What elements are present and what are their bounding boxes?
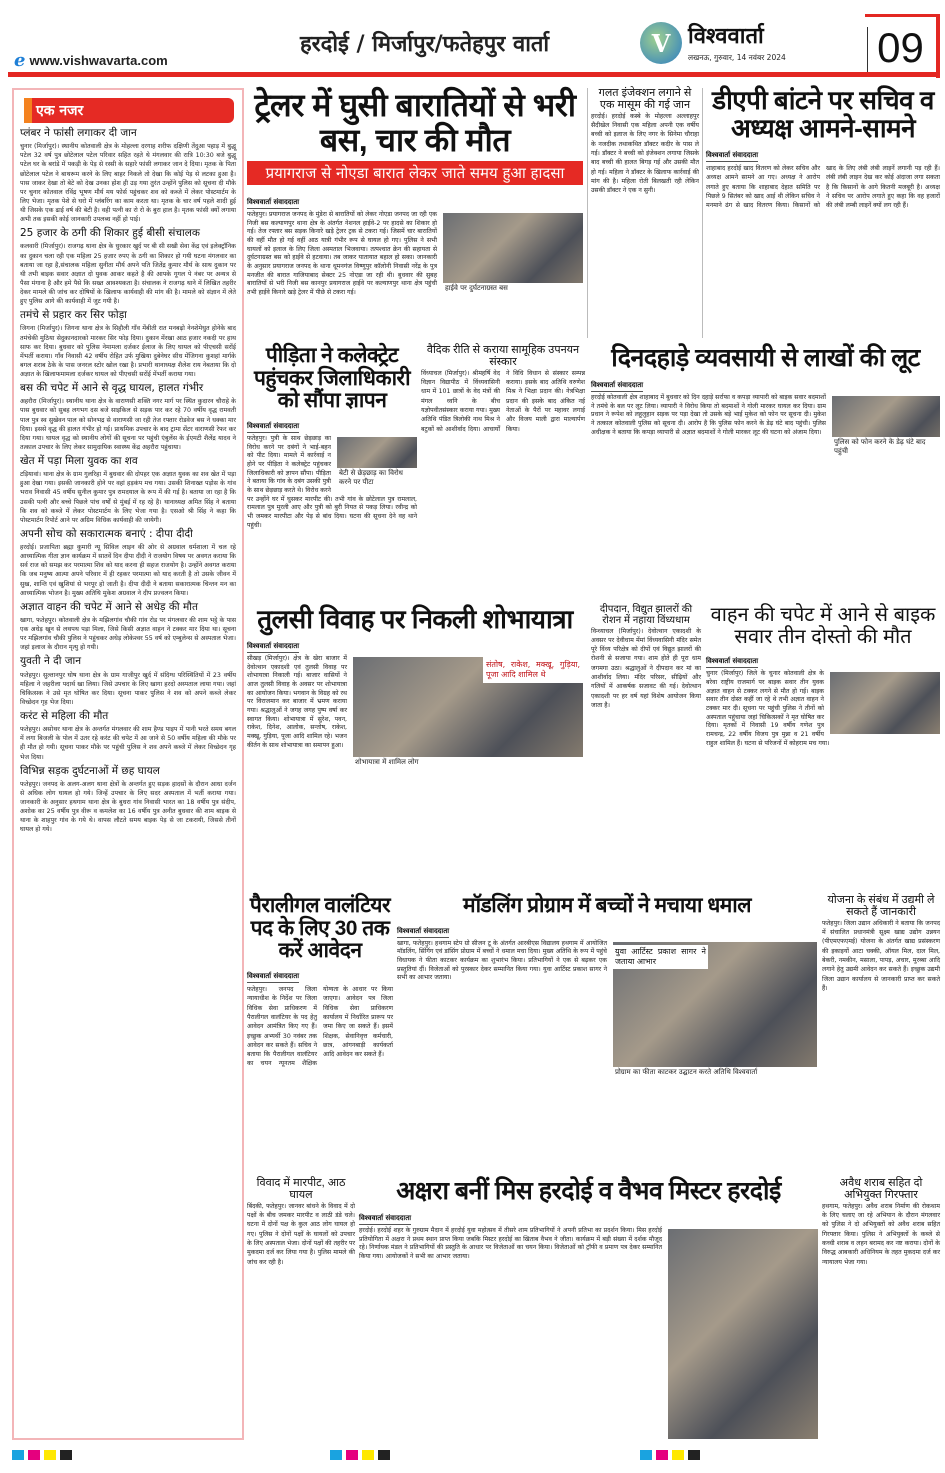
brief-headline: खेत में पड़ा मिला युवक का शव xyxy=(20,455,138,467)
byline: विश्ववार्ता संवाददाता xyxy=(247,198,299,209)
brief-body: जिगना (मिर्जापुर)। जिगना थाना क्षेत्र के सिहौली गाँव मेंबीती रात मनबढ़ो नेनशेमेधुत होनेके बाद तमंचेकी मुठिया सेदुकानदारको मारकर सिर फोड़ दिया। दुकान मेंरखा आठ हजार नकदी पर हाथ साफ कर दिया। बुधवार को पुलिस नेमामला दर्जकर ईलाज के लिए घायल को पीएचसी सरोंई मेंभर्ती कराया। गाँव निवासी 42 वर्षीय रोहित उर्फ मुखिया दुबेनेघर सीध मेंजिगना कुशहां मार्गके बगल शराब ठेके के पास जनरल स्टोर खोल रखा है। प्रभारी थानाध्यक्ष शैलेश राय नेबताया कि दो अज्ञात के खिलाफमामला दर्जकर घायल को पीएचसी सरोंई मेंभर्ती कराया गया। xyxy=(20,325,236,378)
byline: विश्ववार्ता संवाददाता xyxy=(706,151,758,162)
headline: वैदिक रीति से कराया सामूहिक उपनयन संस्कार xyxy=(426,344,580,368)
article-body: हरदोई कोतवाली क्षेत्र शाहाबाद में बुधवार को दिन दहाड़े सर्राफा व कपड़ा व्यापारी को बाइक सवार बदमाशों ने तमंचे के बल पर लूट लिया। व्यापारी ने विरोध किया तो बदमाशों ने गोली मारकर घायल कर दिया। ग्राम प्रधान ने रूपेश को लहूलुहान सड़क पर पड़ा देखा तो उसके बड़े भाई मुकेश को फोन पर सूचना दी। मुकेश ने तत्काल कोतवाली पुलिस को सूचना दी। आरोप है कि पुलिस फोन करने के डेढ़ घंटे बाद पहुंची। पुलिस अधीक्षक ने बताया कि कपड़ा व्यापारी से अज्ञात बदमाशों ने गोली मारकर लूट की घटना को अंजाम दिया। xyxy=(591,394,826,436)
brief-headline: बस की चपेट में आने से वृद्ध घायल, हालत गंभीर xyxy=(20,382,204,395)
pidita-story xyxy=(247,345,417,597)
photo-overlay-text: संतोष, राकेश, मक्खू, गुड़िया, पूजा आदि शामिल थे xyxy=(483,657,583,683)
brief-item xyxy=(20,309,236,379)
photo-caption: हाईवे पर दुर्घटनाग्रस्त बस xyxy=(443,283,583,293)
registration-marks xyxy=(640,1450,700,1460)
brief-body: फतेहपुर। असोथर थाना क्षेत्र के अन्तर्गत मंगलवार की शाम हैण्ड पाइप में पानी भरते समय बगल में लगा बिजली के पोल में उतर रहे करंट की चपेट में आ जाने से 50 वर्षीय महिला की मौके पर ही मौत हो गयी। सूचना पाकर मौके पर पहुंची पुलिस ने शव अपने कब्जे में लेकर विच्छेदन गृह भेज दिया। xyxy=(20,726,236,761)
brief-body: फतेहपुर। जनपद के अलग-अलग थाना क्षेत्रों के अन्तर्गत हुए सड़क हादसों के दौरान आधा दर्जन से अधिक लोग घायल हो गये। जिन्हें उपचार के लिए सदर अस्पताल में भर्ती कराया गया। जानकारी के अनुसार हथगाम थाना क्षेत्र के बुधरा गांव निवासी भारत का 18 वर्षीय पुत्र संदीप, अशोक का 25 वर्षीय पुत्र वीरू व कमलेश का 16 वर्षीय पुत्र अनीत बुधवार की शाम बाइक से थाना के शाहपुर गांव के गये थे। वापस लौटते समय बाइक पेड़ से जा टकरायी, जिससे तीनों घायल हो गये। xyxy=(20,780,236,834)
brief-item xyxy=(20,655,236,707)
brief-headline: करंट से महिला की मौत xyxy=(20,710,109,722)
brief-headline: अज्ञात वाहन की चपेट में आने से अधेड़ की मौत xyxy=(20,600,198,613)
divider xyxy=(587,88,588,338)
brief-headline: प्लंबर ने फांसी लगाकर दी जान xyxy=(20,127,137,139)
yojana-story xyxy=(822,895,940,1173)
liquor-story xyxy=(822,1178,940,1440)
article-body-wrap xyxy=(247,435,417,530)
briefs-list xyxy=(20,127,236,835)
lead-story xyxy=(247,88,583,338)
headline: डीएपी बांटने पर सचिव व अध्यक्ष आमने-सामने xyxy=(712,85,934,144)
brief-body: चुनार (मिर्जापुर)। स्थानीय कोतवाली क्षेत्र के मोहल्ला दरगाह शरीफ दक्षिणी तेंदुआ पहाड़ में बुद्धू पटेल 32 वर्ष पुत्र छोटेलाल पटेल परिवार सहित रहते थे मंगलवार की रात्रि 10:30 बजे बुद्धू पटेल घर के बरांडे में पकड़ी के पेड़ से रस्सी के सहारे फांसी लगाकर जान दे दिया। मृतक के पिता छोटेलाल पटेल ने बाथरूम करने के लिए बाहर निकले तो देखा कि कोई पेड़ से लटका हुआ है। पास जाकर देखा तो बेटे को देख उनका होश ही उड़ गया तुरंत उन्होंने पुलिस को सूचना दी मौके पर चुनार कोतवाल रविंद्र भूषण मौर्य मय फोर्स पहुंचकर शव को कब्जे में लेकर पोस्टमार्टम के लिए भेजा। मृतक पेशे से घरो में प्लंबरिंग का काम करता था। मृतक के चार वर्ष पहले शादी हुई थी जिसके एक ढाई वर्ष की बेटी है। वही पत्नी का रो रो के बुरा हाल है। मृतक फांसी क्यों लगाया अभी तक इसकी कोई जानकारी उपलब्ध नहीं हो पाई। xyxy=(20,143,236,224)
miss-hardoi-story xyxy=(359,1178,818,1442)
article-body: फतेहपुर। प्रयागराज जनपद के मुंडेरा से बारातियों को लेकर नोएडा जनपद जा रही एक निजी बस कल्याणपुर थाना क्षेत्र के अंतर्गत नेशनल हाईवे-2 पर हादसे का शिकार हो गई। तेज रफ्तार बस सड़क किनारे खड़े ट्रेलर ट्रक से टकरा गई। जिसमें चार बारातियों की वहीं मौत हो गई वहीं आठ यात्री गंभीर रूप से घायल हो गए। पुलिस ने सभी घायलों को इलाज के लिए जिला अस्पताल भिजवाया। तत्पश्चात क्रेन की सहायता से दुर्घटनाग्रस्त बस को हाईवे से हटवाया। तब जाकर यातायात बहाल हो सका। जानकारी के अनुसार प्रयागराज जनपद के थाना धूमनगंज विष्णुपुर कॉलोनी निवासी नरेंद्र के पुत्र मनजीत की बारात गाजियाबाद सेक्टर 25 नोएडा जा रही थी। बुधवार की सुबह बारातियों से भरी निजी बस कानपुर प्रयागराज हाईवे पर कल्याणपुर थाना क्षेत्र पहुंची तभी हाईवे किनारे खड़े ट्रेलर में पीछे से टकरा गई। xyxy=(247,211,437,297)
brief-headline: युवती ने दी जान xyxy=(20,655,82,668)
dispute-story xyxy=(247,1178,355,1440)
article-body: विंध्याचल (मिर्जापुर)। श्रीमहर्षि वेद विज्ञान विद्यापीठ में विंध्यवासिनी धाम में 101 छात्रों के वेद मंत्रों की मंगल ध्वनि के बीच यज्ञोपवीतसंस्कार कराया गया। मुख्य अतिथि पंडित त्रिलोकी नाथ मिश्र ने बटुकों को आशीर्वाद दिया। आचार्यों ने विधि विधान से संस्कार सम्पन्न कराया। इसके बाद अतिथि वरुणेश मिश्र ने भिक्षा प्रदान की। नेत्रभिक्षा प्रदान की इसके बाद अंकित नई नेताओं के पैरों पर महावर लगाई और विजय माली द्वारा माल्यार्पण किया। xyxy=(421,369,585,433)
headline: दिनदहाड़े व्यवसायी से लाखों की लूट xyxy=(611,344,920,372)
brief-item xyxy=(20,601,236,653)
brief-item xyxy=(20,227,236,306)
article-body: सीखड़ (मिर्जापुर)। क्षेत्र के खेरा बाजार में देवोत्थान एकादशी एवं तुलसी विवाह पर शोभायात्रा निकाली गई। बाजार वासियों ने आज तुलसी विवाह के अवसर पर शोभायात्रा का आयोजन किया। भगवान के विग्रह को रथ पर विराजमान कर बाजार में भ्रमण कराया गया। श्रद्धालुओं ने जगह जगह पुष्प वर्षा कर स्वागत किया। शोभायात्रा में सुरेश, पवन, राकेश, दिनेश, आलोक, सन्तोष, राकेश, मक्खू, गुड़िया, पूजा आदि शामिल रहे। भजन कीर्तन के साथ शोभायात्रा का समापन हुआ। xyxy=(247,655,347,749)
header-divider xyxy=(8,72,940,77)
brief-item xyxy=(20,127,236,224)
article-body-wrap xyxy=(247,211,583,298)
brief-body: हरदोई। प्रजापिता ब्रह्मा कुमारी न्यू सिविल लाइन की ओर से अग्रवाल धर्मशाला में चल रहे आध्यात्मिक गीता ज्ञान कार्यक्रम में सातवें दिन दीपा दीदी ने राजयोग विषय पर अवगत कराया कि सर्व राज को समझ कर परमात्मा शिव को याद करना ही सहज राजयोग है। उन्होंने अवगत कराया कि जब मनुष्य आत्मा अपने परिवार में ही रहकर परमात्मा को याद करती है तो उसके जीवन में सुख, शान्ति एवं खुशियां से भरपूर हो जाती है। दीपा दीदी ने बताया सकारात्मक चिन्तन मन का आध्यात्मिक भोजन है। मुख्य अतिथि मुकेश अग्रवाल ने दीप प्रज्वलन किया। xyxy=(20,544,236,597)
byline: विश्ववार्ता संवाददाता xyxy=(706,657,758,668)
article-body: हरदोई। हरदोई शहर के गुरुग्राम मैदान में हरदोई युवा महोत्सव में तीसरे शाम प्रतिभागियों ने अपनी प्रतिभा का प्रदर्शन किया। मिस हरदोई प्रतियोगिता में अक्षरा ने प्रथम स्थान प्राप्त किया जबकि मिस्टर हरदोई का खिताब वैभव ने जीता। कार्यक्रम में बड़ी संख्या में दर्शक मौजूद रहे। निर्णायक मंडल ने प्रतिभागियों की प्रस्तुति के आधार पर विजेताओं का चयन किया। विजेताओं को ट्रॉफी व प्रमाण पत्र देकर सम्मानित किया गया। आयोजकों ने सभी का आभार जताया। xyxy=(359,1227,662,1261)
brief-body: अहरौरा (मिर्जापुर)। स्थानीय थाना क्षेत्र के वाराणसी शक्ति नगर मार्ग पर स्थित कुदारन चौराहे के पास बुधवार को सुबह लगभग दस बजे साइकिल से सड़क पार कर रहे 70 वर्षीय वृद्ध रामवती पाल पुत्र स्व सुखेवन पाल को सोनभद्र से वाराणसी जा रही तेज रफ्तार रोडवेज बस ने धक्का मार दिया। इससे वृद्ध की हालत गंभीर हो गई। प्राथमिक उपचार के बाद ट्रामा सेंटर वाराणसी रेफर कर दिया गया। घायल वृद्ध को स्थानीय लोगों की सूचना पर पहुंची एंबुलेंस के ईएमटी शैलेंद्र यादव ने तत्काल उपचार के लिए लेकर सामुदायिक स्वास्थ्य केंद्र अहरौरा पहुंचाया। xyxy=(20,398,236,451)
headline: गलत इंजेक्शन लगाने से एक मासूम की गई जान xyxy=(598,87,692,111)
article-body: हरदोई। हरदोई कस्बे के मोहल्ला अल्लाहपुर सैदीखेल निवासी एक महिला अपनी एक वर्षीय बच्ची को इलाज के लिए नगर के सिनेमा चौराहा के नजदीक तथाकथित डॉक्टर कदीर के पास ले गई। डॉक्टर ने बच्ची को इंजेक्शन लगाया जिसके बाद बच्ची की हालत बिगड़ गई और उसकी मौत हो गई। महिला ने डॉक्टर के खिलाफ कार्रवाई की मांग की है। महिला रोती बिलखती रही लेकिन उसकी डॉक्टर ने एक न सुनी। xyxy=(591,112,699,195)
paralegal-story xyxy=(247,895,393,1173)
brief-item xyxy=(20,710,236,762)
headline: पैरालीगल वालंटियर पद के लिए 30 तक करें आवेदन xyxy=(249,894,391,963)
article-body: खागा, फतेहपुर। हथगाम स्टेप ग्रो सीजन टू के अंतर्गत आरबीएस विद्यालय हथगाम में आयोजित मॉडलिंग, सिंगिंग एवं डांसिंग प्रोग्राम में बच्चों ने धमाल मचा दिया। मुख्य अतिथि के रूप में पहुंचे विधायक ने फीता काटकर कार्यक्रम का शुभारंभ किया। प्रतिभागियों ने एक से बढ़कर एक प्रस्तुतियां दीं। विजेताओं को पुरस्कार देकर सम्मानित किया गया। युवा आर्टिस्ट प्रकाश सागर ने सभी का आभार जताया। xyxy=(397,939,607,982)
news-photo xyxy=(443,213,583,293)
headline: अवैध शराब सहित दो अभियुक्त गिरफ्तार xyxy=(839,1177,923,1201)
registration-marks xyxy=(330,1450,390,1460)
article-body-wrap xyxy=(359,1227,818,1262)
brief-item xyxy=(20,765,236,835)
headline: योजना के संबंध में उद्यमी ले सकते हैं जानकारी xyxy=(827,894,935,918)
news-photo xyxy=(353,657,583,767)
subheadline-strap: प्रयागराज से नोएडा बारात लेकर जाते समय हुआ हादसा xyxy=(247,161,583,185)
byline: विश्ववार्ता संवाददाता xyxy=(247,642,299,653)
injection-story xyxy=(591,88,699,338)
byline: विश्ववार्ता संवाददाता xyxy=(247,972,299,983)
news-photo xyxy=(830,672,940,734)
article-body-wrap xyxy=(591,394,940,455)
photo-caption: बेटी से छेड़छाड़ का विरोध करने पर पीटा xyxy=(337,468,417,487)
brief-headline: तमंचे से प्रहार कर सिर फोड़ा xyxy=(20,309,127,322)
brief-item xyxy=(20,382,236,452)
modeling-story xyxy=(397,895,817,1173)
divider xyxy=(702,88,703,338)
brief-headline: विभिन्न सड़क दुर्घटनाओं में छह घायल xyxy=(20,764,160,777)
news-photo xyxy=(613,942,817,1078)
headline: अक्षरा बनीं मिस हरदोई व वैभव मिस्टर हरदोई xyxy=(396,1177,781,1205)
accident-story xyxy=(706,605,940,890)
dateline: लखनऊ, गुरुवार, 14 नवंबर 2024 xyxy=(688,53,786,62)
headline: पीड़िता ने कलेक्ट्रेट पहुंचकर जिलाधिकारी को सौंपा ज्ञापन xyxy=(253,344,411,413)
website-url[interactable]: e www.vishwavarta.com xyxy=(14,50,168,71)
brief-headline: अपनी सोच को सकारात्मक बनाएं : दीपा दीदी xyxy=(20,527,193,540)
article-body: फतेहपुर। जनपद जिला न्यायाधीश के निर्देश पर जिला विधिक सेवा प्राधिकरण में पैरालीगल वालंटियर के पद हेतु आवेदन आमंत्रित किए गए हैं। इच्छुक अभ्यर्थी 30 नवंबर तक आवेदन कर सकते हैं। सचिव ने बताया कि पैरालीगल वालंटियर का चयन न्यूनतम शैक्षिक योग्यता के आधार पर किया जाएगा। आवेदन पत्र जिला विधिक सेवा प्राधिकरण कार्यालय में निर्धारित प्रारूप पर जमा किए जा सकते हैं। इसमें शिक्षक, सेवानिवृत्त कर्मचारी, छात्र, आंगनबाड़ी कार्यकर्ता आदि आवेदन कर सकते हैं। xyxy=(247,986,393,1068)
byline: विश्ववार्ता संवाददाता xyxy=(359,1214,411,1225)
brief-body: फतेहपुर। सुल्तानपुर घोष थाना क्षेत्र के ग्राम गाजीपुर खुर्द में संदिग्ध परिस्थितियों में 23 वर्षीय महिला ने जहरीला पदार्थ खा लिया। जिसे उपचार के लिए खागा हरदो अस्पताल लाया गया। जहां चिकित्सक ने उसे मृत घोषित कर दिया। सूचना पाकर पुलिस ने शव को अपने कब्जे लेकर विच्छेदन गृह भेज दिया। xyxy=(20,671,236,706)
headline: वाहन की चपेट में आने से बाइक सवार तीन दोस्तो की मौत xyxy=(710,604,936,648)
photo-caption: प्रोग्राम का फीता काटकर उद्घाटन करते अतिथि विश्ववार्ता xyxy=(613,1067,817,1077)
article-body: फतेहपुर। जिला उद्यान अधिकारी ने बताया कि जनपद में संचालित प्रधानमंत्री सूक्ष्म खाद्य उद्योग उन्नयन (पीएमएफएमई) योजना के अंतर्गत खाद्य प्रसंस्करण की इकाइयों आटा चक्की, ऑयल मिल, दाल मिल, बेकरी, नमकीन, मसाला, पापड़, अचार, मुरब्बा आदि लगाने हेतु उद्यमी आवेदन कर सकते हैं। इच्छुक उद्यमी जिला उद्यान कार्यालय से जानकारी प्राप्त कर सकते हैं। xyxy=(822,919,940,992)
tulsi-story xyxy=(247,605,583,890)
deepdan-story xyxy=(591,605,701,890)
dap-story xyxy=(706,86,940,338)
section-title: हरदोई / मिर्जापुर/फतेहपुर वार्ता xyxy=(300,32,550,57)
browser-icon: e xyxy=(14,50,26,71)
article-body: बिंदकी, फतेहपुर। जानवर बांधने के विवाद में दो पक्षों के बीच जमकर मारपीट व लाठी डंडे चले। घटना में दोनों पक्ष के कुल आठ लोग घायल हो गए। पुलिस ने दोनों पक्षों के घायलों को उपचार के लिए अस्पताल भेजा। दोनों पक्षों की तहरीर पर मुकदमा दर्ज कर लिया गया है। पुलिस मामले की जांच कर रही है। xyxy=(247,1202,355,1266)
headline: ट्रेलर में घुसी बारातियों से भरी बस, चार की मौत xyxy=(254,87,576,158)
headline: विवाद में मारपीट, आठ घायल xyxy=(256,1177,346,1201)
brief-headline: 25 हजार के ठगी की शिकार हुई बीसी संचालक xyxy=(20,227,200,240)
article-body: चुनार (मिर्जापुर) जिले के चुनार कोतवाली क्षेत्र के बरेवा राष्ट्रीय राजमार्ग पर बाइक सवार तीन युवक अज्ञात वाहन से टक्कर लगने से मौत हो गई। बाइक सवार तीन दोस्त कहीं जा रहे थे तभी अज्ञात वाहन ने टक्कर मार दी। सूचना पर पहुंची पुलिस ने तीनों को अस्पताल पहुंचाया जहां चिकित्सकों ने मृत घोषित कर दिया। मृतकों में निवासी 19 वर्षीय गणेश पुत्र रामचन्द्र, 22 वर्षीय विजय पुत्र मुन्ना व 21 वर्षीय राहुल शामिल हैं। घटना से परिजनों में कोहराम मच गया। xyxy=(706,670,830,747)
logo-icon: V xyxy=(640,22,682,64)
photo-caption: शोभायात्रा में शामिल लोग xyxy=(353,757,583,767)
ek-nazar-column xyxy=(12,88,244,1440)
brief-item xyxy=(20,455,236,525)
brief-body: कलवारी (मिर्जापुर)। राजगढ़ थाना क्षेत्र के धुरकार खुर्द पर बी सी सखी सेवा केंद्र एवं इलेक्ट्रॉनिक का दुकान चला रही एक महिला 25 हजार रुपए के ठगी का शिकार हो गयी घटना मंगलवार का बताया जा रहा है,संचालक महिला सुनीता मौर्य अपने पति जितेंद्र कुमार मौर्य के साथ दुकान पर थी तभी बाइक सवार अज्ञात दो युवक आकर कहते है की आपके गूगल पे नंबर पर अन्यत्र से पैसा मंगाना है और हमे पैसे कि सख्त आवश्यकता है। संचालक ने राजगढ़ थाने में लिखित तहरीर देकर मामले की जांच कर दोषियों के खिलाफ कार्यवाही की मांग की है। मामले को संज्ञान में लेते हुए पुलिस आगे की कार्यवाही में जुट गयी है। xyxy=(20,243,236,306)
registration-marks xyxy=(12,1450,72,1460)
upanayan-story xyxy=(421,345,585,597)
brief-body: खागा, फतेहपुर। कोतवाली क्षेत्र के मझिलगांव चौकी गांव रोड पर मंगलवार की शाम भट्ठे के पास एक अधेड़ खून से लथपथ पड़ा मिला, जिसे किसी अज्ञात वाहन ने टक्कर मार दिया था। सूचना पर मझिलगांव चौकी पुलिस ने पहुंचकर अधेड़ लोकेश्वर 55 वर्ष को एम्बुलेन्स से अस्पताल भेजा। जहां इलाज के दौरान मृत्यु हो गयी। xyxy=(20,616,236,652)
brief-item xyxy=(20,528,236,598)
brand-name: विश्ववार्ता xyxy=(688,24,764,49)
byline: विश्ववार्ता संवाददाता xyxy=(591,381,643,392)
article-body-wrap xyxy=(397,939,817,1077)
article-body: विन्ध्याचल (मिर्जापुर)। देवोत्थान एकादशी के अवसर पर देवीधाम मेंमां विंध्यवासिनी मंदिर समेत पूरे विंध्य परिक्षेत्र को दीपों एवं विद्युत झालरों की रोशनी से सजाया गया। शाम होते ही पूरा धाम जगमगा उठा। श्रद्धालुओं ने दीपदान कर मां का आशीर्वाद लिया। मंदिर परिसर, सीढ़ियों और गलियों में आकर्षक सजावट की गई। देवोत्थान एकादशी पर हर वर्ष यहां विशेष आयोजन किया जाता है। xyxy=(591,627,701,709)
news-photo xyxy=(337,437,417,487)
article-body: हथगाम, फतेहपुर। अवैध शराब निर्माण की रोकथाम के लिए चलाए जा रहे अभियान के दौरान मंगलवार को पुलिस ने दो अभियुक्तों को अवैध शराब सहित गिरफ्तार किया। पुलिस ने अभियुक्तों के कब्जे से कच्ची शराब व लहन बरामद कर नष्ट कराया। दोनों के विरुद्ध आबकारी अधिनियम के तहत मुकदमा दर्ज कर न्यायालय भेजा गया। xyxy=(822,1202,940,1266)
article-body-wrap xyxy=(247,655,583,766)
article-body: फतेहपुर। पुत्री के साथ छेड़छाड़ का विरोध करने पर दबंगों ने भाई-बहन को पीट दिया। मामले में कार्रवाई न होने पर पीड़िता ने कलेक्ट्रेट पहुंचकर जिलाधिकारी को ज्ञापन सौंपा। पीड़िता ने बताया कि गांव के दबंग उसकी पुत्री के साथ छेड़छाड़ करते थे। विरोध करने पर उन्होंने घर में घुसकर मारपीट की। तभी गांव के छोटेलाल पुत्र रामलाल, रामलाल पुत्र मुरली आए और पुत्री को बुरी नियत से पकड़ लिया। रवीन्द्र को भी जमकर मारपीटा और पेड़ से बांध दिया। घटना की सूचना देने वह थाने पहुंची। xyxy=(247,435,417,529)
byline: विश्ववार्ता संवाददाता xyxy=(247,422,299,433)
byline: विश्ववार्ता संवाददाता xyxy=(397,927,449,938)
photo-caption: पुलिस को फोन करने के डेढ़ घंटे बाद पहुंची xyxy=(832,437,940,456)
page-number: 09 xyxy=(865,14,940,78)
article-body: शाहाबाद हरदोई खाद वितरण को लेकर सचिव और अध्यक्ष आमने सामने आ गए। अध्यक्ष ने आरोप लगाते हुए बताया कि शाहाबाद देहात समिति पर पिछले 9 सितंबर को खाद आई थी लेकिन सचिव ने मनमाने ढंग से खाद वितरण किया। किसानों को खाद के लिए लंबी लंबी लाइनें लगानी पड़ रही हैं। लंबी लंबी लाइन देख कर कोई अंदाजा लगा सकता है कि किसानों के आगे कितनी मजबूरी है। अध्यक्ष ने सचिव पर आरोप लगाते हुए कहा कि वह हजारों की लंबी लम्बी लाइनें क्यों लग रही हैं। xyxy=(706,165,940,210)
headline: दीपदान, विद्युत झालरों की रोशन में नहाया विंध्यधाम xyxy=(599,604,693,626)
photo-caption-secondary: युवा आर्टिस्ट प्रकाश सागर ने जताया आभार xyxy=(613,945,708,969)
headline: तुलसी विवाह पर निकली शोभायात्रा xyxy=(257,604,573,634)
loot-story xyxy=(591,345,940,597)
ek-nazar-title: एक नजर xyxy=(24,98,234,123)
article-body-wrap xyxy=(706,670,940,748)
news-photo xyxy=(668,1229,818,1439)
headline: मॉडलिंग प्रोग्राम में बच्चों ने मचाया धमाल xyxy=(463,894,751,917)
news-photo xyxy=(832,396,940,456)
brief-body: टड़ियावां। थाना क्षेत्र के ग्राम गुलरिहा में बुधवार की दोपहर एक अज्ञात युवक का शव खेत में पड़ा हुआ देखा गया। इसकी जानकारी होने पर वहां हड़कंप मच गया। उसकी शिनाख्त पड़ोस के गांव भराव निवासी 45 वर्षीय सुनील कुमार पुत्र रामदयाल के रूप में की गई है। बताया जा रहा है कि उसकी पत्नी और बच्चे पिछले पांच वर्षों से मुंबई में रह रहे है। थानाध्यक्ष अमित सिंह ने बताया कि शव को कब्जे में लेकर पोस्टमार्टम के लिए भेजा गया है। एसओ श्री सिंह ने कहा कि पोस्टमार्टम रिपोर्ट आने पर अग्रिम विधिक कार्यवाही की जायेगी। xyxy=(20,471,236,524)
